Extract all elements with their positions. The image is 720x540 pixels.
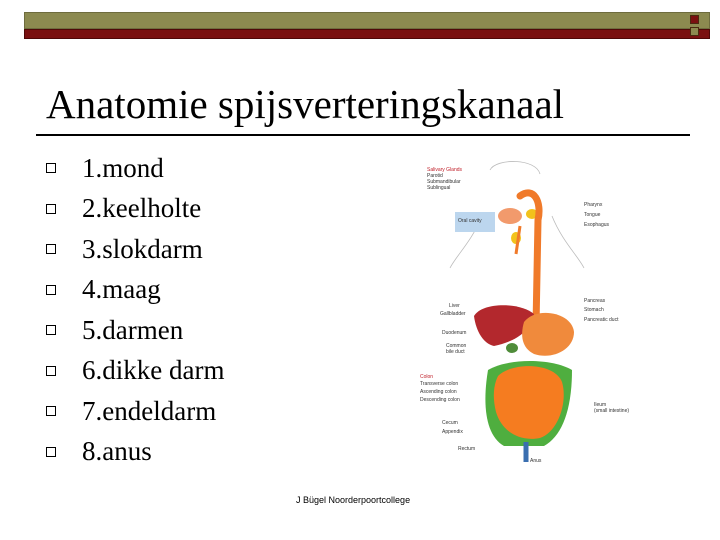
- label-common-bile-duct: bile duct: [446, 349, 465, 355]
- label-colon: Colon: [420, 374, 434, 380]
- throat-shape: [516, 226, 520, 254]
- label-submandibular: Submandibular: [427, 179, 461, 185]
- head-outline: [490, 161, 540, 174]
- label-appendix: Appendix: [442, 429, 463, 435]
- bullet-text: 5.darmen: [82, 314, 184, 345]
- square-bullet-icon: [46, 244, 56, 254]
- bullet-item: [46, 391, 224, 432]
- bullet-item: [46, 229, 224, 270]
- header-square-light: [690, 27, 699, 36]
- bullet-item: [46, 148, 224, 189]
- digestive-system-diagram: [412, 156, 644, 470]
- square-bullet-icon: [46, 406, 56, 416]
- label-stomach: Stomach: [584, 307, 604, 313]
- salivary-gland-shape: [498, 208, 522, 224]
- label-descending-colon: Descending colon: [420, 397, 460, 403]
- label-sublingual: Sublingual: [427, 185, 451, 191]
- label-esophagus: Esophagus: [584, 222, 610, 228]
- body-outline: [552, 216, 584, 268]
- bullet-text: 1.mond: [82, 152, 164, 183]
- label-common-bile-duct: Common: [446, 343, 467, 349]
- label-duodenum: Duodenum: [442, 330, 467, 336]
- header-maroon-band: [24, 29, 710, 39]
- square-bullet-icon: [46, 325, 56, 335]
- label-gallbladder: Gallbladder: [440, 311, 466, 317]
- bullet-text: 3.slokdarm: [82, 233, 203, 264]
- label-pharynx: Pharynx: [584, 202, 603, 208]
- stomach-shape: [522, 313, 574, 356]
- square-bullet-icon: [46, 204, 56, 214]
- label-ascending-colon: Ascending colon: [420, 389, 457, 395]
- square-bullet-icon: [46, 163, 56, 173]
- label-transverse-colon: Transverse colon: [420, 381, 459, 387]
- title-underline: [36, 134, 690, 136]
- bullet-text: 2.keelholte: [82, 193, 202, 224]
- bullet-item: [46, 189, 224, 230]
- label-cecum: Cecum: [442, 420, 458, 426]
- square-bullet-icon: [46, 447, 56, 457]
- square-bullet-icon: [46, 366, 56, 376]
- label-pancreas: Pancreas: [584, 298, 606, 304]
- slide-header-bar: [24, 12, 710, 39]
- bullet-item: [46, 310, 224, 351]
- header-olive-band: [24, 12, 710, 29]
- digestive-system-illustration: [412, 156, 644, 470]
- square-bullet-icon: [46, 285, 56, 295]
- bullet-text: 7.endeldarm: [82, 395, 217, 426]
- label-rectum: Rectum: [458, 446, 476, 452]
- bullet-text: 6.dikke darm: [82, 355, 225, 386]
- label-liver: Liver: [449, 303, 460, 309]
- label-ileum-subtitle: (small intestine): [594, 408, 630, 414]
- label-tongue: Tongue: [584, 212, 601, 218]
- label-salivary-glands: Salivary Glands: [427, 167, 463, 173]
- label-oral-cavity: Oral cavity: [458, 218, 482, 224]
- label-pancreatic-duct: Pancreatic duct: [584, 317, 619, 323]
- bullet-item: [46, 270, 224, 311]
- bullet-item: [46, 351, 224, 392]
- gallbladder-shape: [506, 343, 518, 353]
- label-anus: Anus: [530, 458, 542, 464]
- header-square-dark: [690, 15, 699, 24]
- bullet-list: [46, 148, 224, 472]
- bullet-text: 4.maag: [82, 274, 161, 305]
- slide-footer: J Bügel Noorderpoortcollege: [296, 495, 411, 505]
- slide-title: Anatomie spijsverteringskanaal: [46, 81, 565, 127]
- bullet-item: [46, 432, 224, 473]
- label-ileum: Ileum: [594, 402, 607, 408]
- label-parotid: Parotid: [427, 173, 443, 179]
- bullet-text: 8.anus: [82, 436, 152, 467]
